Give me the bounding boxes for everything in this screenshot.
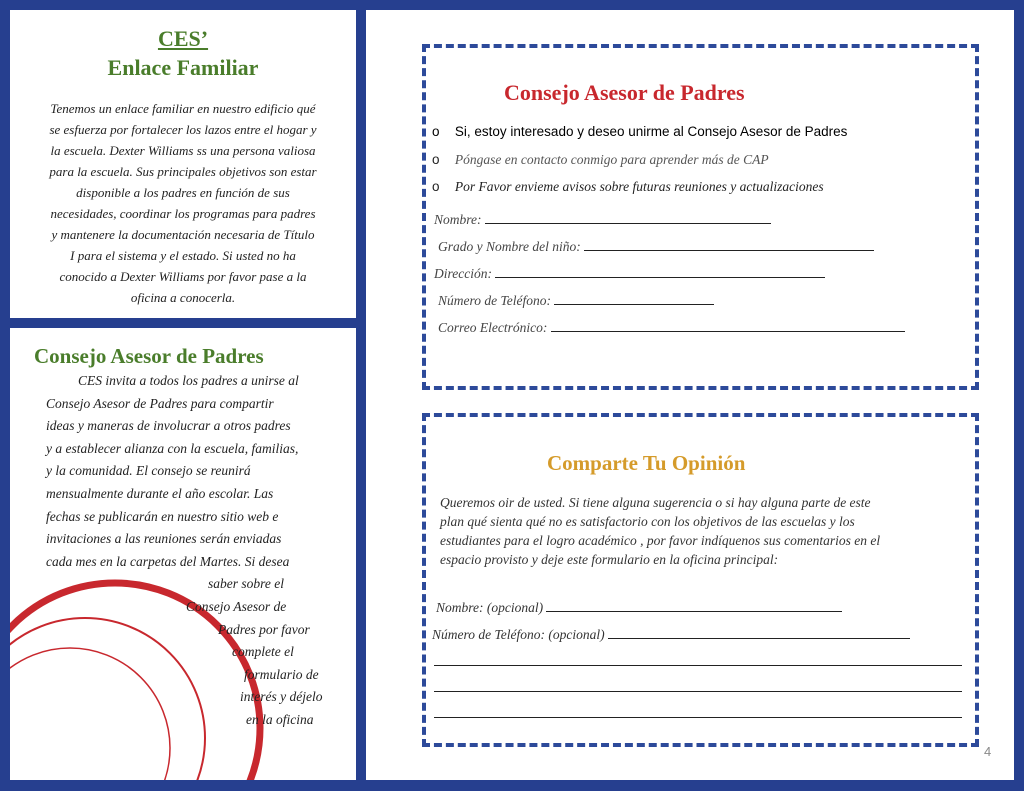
opinion-title: Comparte Tu Opinión (547, 451, 746, 475)
opinion-text-line: espacio provisto y deje este formulario en la oficina principal: (440, 552, 779, 567)
enlace-text-line: conocido a Dexter Williams por favor pase a la (59, 269, 307, 284)
enlace-text-line: la escuela. Dexter Williams ss una persona valiosa (50, 143, 316, 158)
consejo-text-line: fechas se publicarán en nuestro sitio web e (46, 508, 279, 524)
blank-line (495, 276, 825, 278)
blank-line (608, 637, 910, 639)
field-direccion[interactable] (434, 266, 825, 282)
enlace-familiar-title: Enlace Familiar (107, 55, 259, 80)
forms-panel (366, 10, 1014, 780)
blank-line (554, 303, 714, 305)
field-label: Nombre: (434, 212, 482, 227)
enlace-text-line: Tenemos un enlace familiar en nuestro edificio qué (50, 101, 316, 116)
enlace-text-line: para la escuela. Sus principales objetivos son estar (49, 164, 317, 179)
option-join[interactable] (432, 124, 847, 140)
field-label: Correo Electrónico: (438, 320, 548, 335)
field-correo[interactable] (438, 320, 905, 336)
comment-line-3[interactable] (434, 717, 962, 718)
consejo-text-line: y a establecer alianza con la escuela, familias, (46, 440, 299, 456)
enlace-text-line: I para el sistema y el estado. Si usted no ha (70, 248, 296, 263)
option-contact[interactable] (432, 152, 769, 168)
bullet-marker: o (432, 124, 440, 139)
consejo-info-panel (10, 328, 356, 780)
opinion-text-line: estudiantes para el logro académico , por favor indíquenos sus comentarios en el (440, 533, 881, 548)
consejo-text-line: invitaciones a las reuniones serán enviadas (46, 531, 282, 547)
field-nombre-opcional[interactable] (436, 600, 842, 616)
bullet-marker: o (432, 152, 440, 167)
opinion-text-line: plan qué sienta qué no es satisfactorio con los objetivos de las escuelas y los (440, 514, 855, 529)
consejo-text-line: complete el (232, 644, 294, 660)
field-telefono-opcional[interactable] (432, 627, 910, 643)
opinion-text (440, 493, 880, 569)
consejo-text-line: CES invita a todos los padres a unirse al (78, 373, 299, 388)
opinion-form-box (422, 413, 979, 747)
consejo-title: Consejo Asesor de Padres (34, 344, 264, 368)
enlace-familiar-panel (10, 10, 356, 318)
consejo-text-line: formulario de (244, 666, 319, 682)
enlace-text-line: necesidades, coordinar los programas para padres (50, 206, 316, 221)
page-number: 4 (984, 744, 992, 759)
consejo-text-line: en la oficina (246, 712, 314, 727)
option-notices-label: Por Favor envieme avisos sobre futuras reuniones y actualizaciones (454, 179, 824, 194)
comment-line-2[interactable] (434, 691, 962, 692)
field-label: Grado y Nombre del niño: (438, 239, 581, 254)
opinion-text-line: Queremos oir de usted. Si tiene alguna sugerencia o si hay alguna parte de este (440, 495, 871, 510)
comment-line-1[interactable] (434, 665, 962, 666)
field-telefono[interactable] (438, 293, 714, 309)
field-grado[interactable] (438, 239, 874, 255)
field-nombre[interactable] (434, 212, 771, 228)
enlace-text-line: disponible a los padres en función de sus (76, 185, 290, 200)
consejo-text-line: mensualmente durante el año escolar. Las (46, 486, 274, 501)
consejo-text-line: Consejo Asesor de Padres para compartir (46, 395, 274, 411)
enlace-text-line: y mantenere la documentación necesaria de Título (51, 227, 315, 242)
field-label: Número de Teléfono: (opcional) (432, 627, 605, 642)
field-label: Dirección: (434, 266, 492, 281)
enlace-familiar-text (18, 98, 348, 308)
field-label: Número de Teléfono: (438, 293, 551, 308)
ces-title: CES’ (157, 26, 209, 51)
consejo-text-line: Consejo Asesor de (186, 599, 287, 614)
option-join-label: Si, estoy interesado y deseo unirme al Consejo Asesor de Padres (454, 124, 848, 139)
enlace-text-line: oficina a conocerla. (130, 290, 236, 305)
consejo-text-line: saber sobre el (208, 576, 284, 592)
enlace-text-line: se esfuerza por fortalecer los lazos entre el hogar y (49, 122, 317, 137)
blank-line (485, 222, 771, 224)
consejo-text-line: Padres por favor (218, 621, 310, 637)
option-notices[interactable] (432, 179, 824, 195)
cap-form-box (422, 44, 979, 390)
consejo-text-line: cada mes en la carpetas del Martes. Si desea (46, 553, 290, 569)
consejo-text-line: ideas y maneras de involucrar a otros padres (46, 418, 291, 434)
field-label: Nombre: (opcional) (436, 600, 544, 615)
blank-line (584, 249, 874, 251)
bullet-marker: o (432, 179, 440, 194)
consejo-text-line: interés y déjelo (240, 689, 323, 705)
option-contact-label: Póngase en contacto conmigo para aprender más de CAP (454, 152, 769, 167)
cap-form-title: Consejo Asesor de Padres (504, 80, 745, 105)
blank-line (551, 330, 905, 332)
consejo-text-line: y la comunidad. El consejo se reunirá (46, 463, 251, 479)
blank-line (546, 610, 842, 612)
